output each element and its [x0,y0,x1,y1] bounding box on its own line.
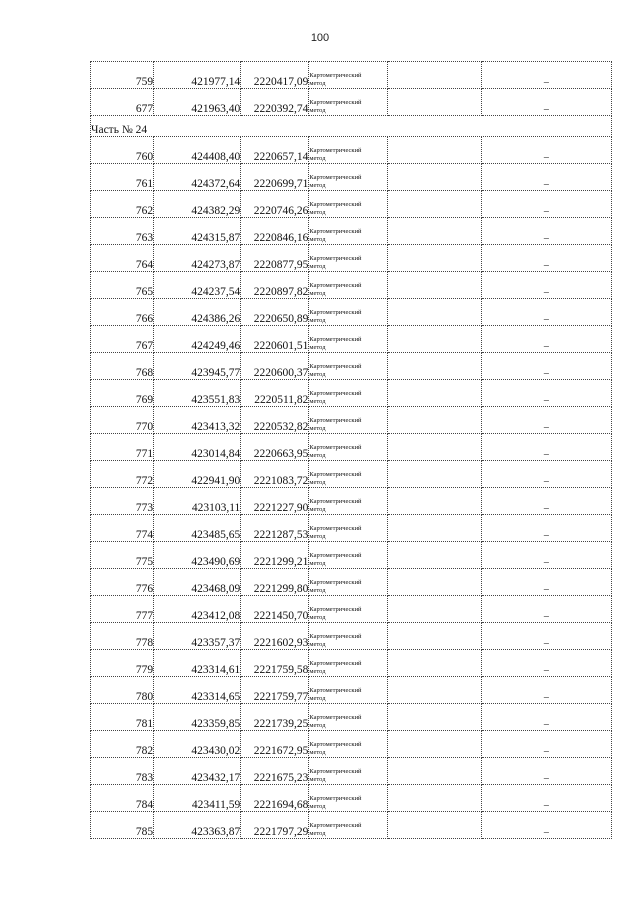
method-label-line1: Картометрический [309,768,362,775]
coordinate-x-cell: 423314,65 [154,677,241,704]
point-number-cell: 764 [91,245,154,272]
coordinate-x-cell: 424382,29 [154,191,241,218]
method-label-line2: метод [309,290,326,297]
coordinate-y-cell: 2221759,58 [241,650,309,677]
coordinate-x-cell: 424249,46 [154,326,241,353]
point-number-cell: 759 [91,62,154,89]
method-label-line2: метод [309,317,326,324]
dash-cell: – [481,461,611,488]
method-cell [309,542,387,569]
coordinate-y-cell: 2221694,68 [241,785,309,812]
dash-cell: – [481,488,611,515]
empty-cell [387,434,481,461]
method-label-line2: метод [309,695,326,702]
method-label-line1: Картометрический [309,552,362,559]
coordinate-x-cell: 424386,26 [154,299,241,326]
empty-cell [387,218,481,245]
table-row [91,89,612,116]
coordinate-y-cell: 2221450,70 [241,596,309,623]
coordinate-y-cell: 2220746,26 [241,191,309,218]
method-label-line1: Картометрический [309,363,362,370]
method-label-line2: метод [309,830,326,837]
method-label-line1: Картометрический [309,498,362,505]
coordinate-x-cell: 423357,37 [154,623,241,650]
empty-cell [387,461,481,488]
method-cell [309,137,387,164]
point-number-cell: 784 [91,785,154,812]
empty-cell [387,137,481,164]
dash-cell: – [481,758,611,785]
table-row [91,731,612,758]
empty-cell [387,164,481,191]
point-number-cell: 766 [91,299,154,326]
dash-cell: – [481,650,611,677]
method-cell [309,326,387,353]
empty-cell [387,596,481,623]
method-label-line1: Картометрический [309,309,362,316]
point-number-cell: 774 [91,515,154,542]
method-cell [309,245,387,272]
dash-cell: – [481,191,611,218]
table-row [91,191,612,218]
method-label-line1: Картометрический [309,228,362,235]
method-label-line1: Картометрический [309,255,362,262]
method-label-line2: метод [309,425,326,432]
method-label-line2: метод [309,722,326,729]
dash-cell: – [481,542,611,569]
method-cell [309,89,387,116]
method-label-line1: Картометрический [309,72,362,79]
coordinate-y-cell: 2221759,77 [241,677,309,704]
method-label-line2: метод [309,182,326,189]
method-cell [309,623,387,650]
coordinate-y-cell: 2220601,51 [241,326,309,353]
method-label-line2: метод [309,776,326,783]
dash-cell: – [481,380,611,407]
method-label-line2: метод [309,641,326,648]
coordinate-x-cell: 423485,65 [154,515,241,542]
table-row [91,326,612,353]
table-row [91,218,612,245]
method-label-line2: метод [309,749,326,756]
table-row [91,704,612,731]
method-cell [309,677,387,704]
coordinate-y-cell: 2221672,95 [241,731,309,758]
coordinate-y-cell: 2220532,82 [241,407,309,434]
point-number-cell: 767 [91,326,154,353]
dash-cell: – [481,434,611,461]
coordinate-y-cell: 2220650,89 [241,299,309,326]
empty-cell [387,650,481,677]
coordinate-x-cell: 424237,54 [154,272,241,299]
coordinate-y-cell: 2221227,90 [241,488,309,515]
method-cell [309,812,387,839]
table-row [91,299,612,326]
method-label-line1: Картометрический [309,201,362,208]
page-number: 100 [310,32,330,44]
method-label-line2: метод [309,209,326,216]
table-row [91,434,612,461]
point-number-cell: 780 [91,677,154,704]
method-cell [309,272,387,299]
method-cell [309,785,387,812]
empty-cell [387,785,481,812]
dash-cell: – [481,326,611,353]
table-row [91,812,612,839]
empty-cell [387,380,481,407]
method-label-line1: Картометрический [309,714,362,721]
dash-cell: – [481,62,611,89]
method-label-line1: Картометрический [309,579,362,586]
coordinate-y-cell: 2221675,23 [241,758,309,785]
coordinate-x-cell: 423551,83 [154,380,241,407]
dash-cell: – [481,245,611,272]
point-number-cell: 776 [91,569,154,596]
table-row [91,488,612,515]
empty-cell [387,272,481,299]
point-number-cell: 777 [91,596,154,623]
table-row [91,650,612,677]
method-cell [309,596,387,623]
method-cell [309,569,387,596]
coordinate-x-cell: 423468,09 [154,569,241,596]
table-row [91,62,612,89]
coordinate-y-cell: 2221602,93 [241,623,309,650]
empty-cell [387,731,481,758]
method-cell [309,704,387,731]
empty-cell [387,569,481,596]
dash-cell: – [481,569,611,596]
table-body-after [91,137,612,839]
method-label-line2: метод [309,398,326,405]
point-number-cell: 779 [91,650,154,677]
coordinate-y-cell: 2220392,74 [241,89,309,116]
empty-cell [387,245,481,272]
point-number-cell: 762 [91,191,154,218]
method-label-line2: метод [309,452,326,459]
method-label-line2: метод [309,344,326,351]
method-label-line2: метод [309,263,326,270]
part-section [91,116,612,137]
empty-cell [387,353,481,380]
dash-cell: – [481,623,611,650]
point-number-cell: 783 [91,758,154,785]
coordinate-x-cell: 421963,40 [154,89,241,116]
coordinate-y-cell: 2220699,71 [241,164,309,191]
coordinate-y-cell: 2220600,37 [241,353,309,380]
dash-cell: – [481,596,611,623]
coordinate-x-cell: 424408,40 [154,137,241,164]
method-label-line1: Картометрический [309,444,362,451]
empty-cell [387,299,481,326]
empty-cell [387,62,481,89]
table-row [91,785,612,812]
coordinate-x-cell: 423014,84 [154,434,241,461]
empty-cell [387,488,481,515]
method-label-line2: метод [309,80,326,87]
method-label-line1: Картометрический [309,822,362,829]
dash-cell: – [481,677,611,704]
point-number-cell: 765 [91,272,154,299]
table-row [91,569,612,596]
method-label-line2: метод [309,155,326,162]
method-label-line1: Картометрический [309,525,362,532]
method-cell [309,299,387,326]
point-number-cell: 781 [91,704,154,731]
method-label-line2: метод [309,371,326,378]
table-body-before [91,62,612,116]
empty-cell [387,407,481,434]
empty-cell [387,812,481,839]
method-label-line1: Картометрический [309,147,362,154]
coordinate-y-cell: 2221739,25 [241,704,309,731]
table-row [91,623,612,650]
method-label-line1: Картометрический [309,606,362,613]
dash-cell: – [481,272,611,299]
method-cell [309,380,387,407]
coordinate-y-cell: 2221287,53 [241,515,309,542]
point-number-cell: 772 [91,461,154,488]
coordinate-x-cell: 424372,64 [154,164,241,191]
method-label-line2: метод [309,803,326,810]
point-number-cell: 775 [91,542,154,569]
point-number-cell: 760 [91,137,154,164]
method-cell [309,407,387,434]
coordinate-y-cell: 2221299,21 [241,542,309,569]
coordinate-x-cell: 423359,85 [154,704,241,731]
coordinate-y-cell: 2220657,14 [241,137,309,164]
empty-cell [387,677,481,704]
method-label-line1: Картометрический [309,633,362,640]
dash-cell: – [481,407,611,434]
coordinate-x-cell: 423411,59 [154,785,241,812]
point-number-cell: 785 [91,812,154,839]
method-label-line2: метод [309,506,326,513]
method-label-line1: Картометрический [309,687,362,694]
table-row [91,272,612,299]
part-title: Часть № 24 [91,116,612,137]
point-number-cell: 782 [91,731,154,758]
point-number-cell: 769 [91,380,154,407]
coordinate-y-cell: 2220663,95 [241,434,309,461]
method-cell [309,515,387,542]
coordinate-x-cell: 423430,02 [154,731,241,758]
coordinate-x-cell: 423314,61 [154,650,241,677]
coordinates-table [90,61,612,839]
coordinate-x-cell: 422941,90 [154,461,241,488]
method-cell [309,434,387,461]
method-cell [309,650,387,677]
dash-cell: – [481,731,611,758]
method-label-line1: Картометрический [309,282,362,289]
dash-cell: – [481,785,611,812]
method-label-line2: метод [309,614,326,621]
table-row [91,407,612,434]
table-row [91,461,612,488]
coordinate-x-cell: 421977,14 [154,62,241,89]
method-label-line1: Картометрический [309,417,362,424]
method-label-line1: Картометрический [309,471,362,478]
table-row [91,380,612,407]
method-cell [309,62,387,89]
coordinate-x-cell: 423432,17 [154,758,241,785]
method-label-line2: метод [309,533,326,540]
empty-cell [387,191,481,218]
coordinate-x-cell: 423103,11 [154,488,241,515]
table-row [91,353,612,380]
dash-cell: – [481,704,611,731]
part-header-row [91,116,612,137]
point-number-cell: 773 [91,488,154,515]
empty-cell [387,758,481,785]
empty-cell [387,623,481,650]
method-cell [309,758,387,785]
dash-cell: – [481,353,611,380]
method-label-line1: Картометрический [309,99,362,106]
empty-cell [387,542,481,569]
point-number-cell: 761 [91,164,154,191]
method-label-line1: Картометрический [309,660,362,667]
method-cell [309,353,387,380]
coordinate-x-cell: 423413,32 [154,407,241,434]
coordinate-y-cell: 2220417,09 [241,62,309,89]
coordinate-y-cell: 2221083,72 [241,461,309,488]
point-number-cell: 770 [91,407,154,434]
table-row [91,758,612,785]
method-label-line2: метод [309,479,326,486]
coordinate-y-cell: 2221299,80 [241,569,309,596]
dash-cell: – [481,812,611,839]
coordinate-x-cell: 424315,87 [154,218,241,245]
coordinate-y-cell: 2220846,16 [241,218,309,245]
empty-cell [387,515,481,542]
dash-cell: – [481,89,611,116]
table-row [91,677,612,704]
method-label-line1: Картометрический [309,795,362,802]
method-label-line1: Картометрический [309,741,362,748]
table-row [91,245,612,272]
method-label-line1: Картометрический [309,336,362,343]
dash-cell: – [481,164,611,191]
dash-cell: – [481,218,611,245]
method-label-line2: метод [309,668,326,675]
coordinate-x-cell: 424273,87 [154,245,241,272]
table-row [91,164,612,191]
coordinate-y-cell: 2221797,29 [241,812,309,839]
method-label-line1: Картометрический [309,174,362,181]
dash-cell: – [481,299,611,326]
method-cell [309,488,387,515]
method-cell [309,731,387,758]
coordinate-y-cell: 2220511,82 [241,380,309,407]
point-number-cell: 771 [91,434,154,461]
method-cell [309,461,387,488]
point-number-cell: 677 [91,89,154,116]
point-number-cell: 763 [91,218,154,245]
dash-cell: – [481,137,611,164]
point-number-cell: 778 [91,623,154,650]
method-cell [309,191,387,218]
coordinate-x-cell: 423412,08 [154,596,241,623]
method-label-line2: метод [309,236,326,243]
coordinate-y-cell: 2220877,95 [241,245,309,272]
dash-cell: – [481,515,611,542]
coordinate-y-cell: 2220897,82 [241,272,309,299]
method-cell [309,164,387,191]
table-row [91,515,612,542]
coordinate-x-cell: 423490,69 [154,542,241,569]
method-label-line2: метод [309,560,326,567]
method-label-line2: метод [309,587,326,594]
table-row [91,596,612,623]
point-number-cell: 768 [91,353,154,380]
empty-cell [387,704,481,731]
coordinate-x-cell: 423363,87 [154,812,241,839]
empty-cell [387,326,481,353]
table-row [91,542,612,569]
table-row [91,137,612,164]
method-label-line1: Картометрический [309,390,362,397]
method-cell [309,218,387,245]
empty-cell [387,89,481,116]
coordinate-x-cell: 423945,77 [154,353,241,380]
method-label-line2: метод [309,107,326,114]
